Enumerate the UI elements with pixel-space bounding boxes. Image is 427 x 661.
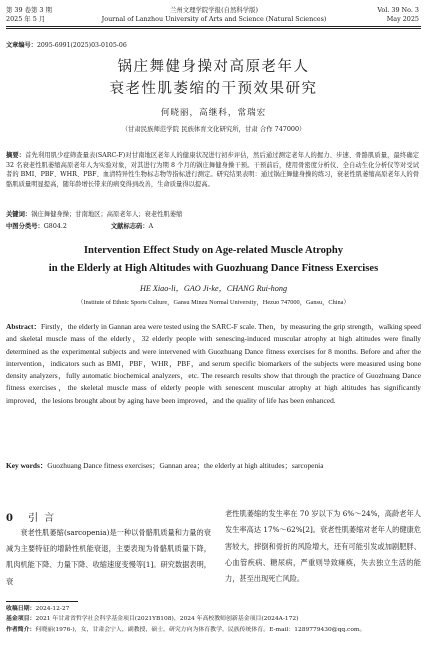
intro-paragraph-left: 衰老性肌萎缩(sarcopenia)是一种以骨骼肌质量和力量的衰减为主要特征的增龄性机能衰退，主要表现为骨骼肌质量下降，肌肉机能下降、力量下降、收缩速度变慢等[1]。研究数据表明，衰: [6, 528, 211, 586]
article-number-value: 2095-6991(2025)03-0105-06: [36, 42, 127, 49]
title-en-line1: Intervention Effect Study on Age-related Muscle Atrophy: [83, 245, 344, 256]
abstract-cn: [6, 151, 419, 189]
clc-label: 中图分类号：: [6, 223, 44, 230]
header-volume-en: Vol. 39 No. 3: [377, 6, 419, 14]
header-journal-en: Journal of Lanzhou University of Arts and Science (Natural Sciences): [101, 15, 327, 23]
header-date-en: May 2025: [386, 15, 419, 23]
header-volume-en-block: [377, 6, 419, 24]
footnote-author: [6, 625, 421, 635]
doc-code: [111, 223, 175, 230]
intro-right-column: [225, 499, 421, 594]
footnote-rule: [6, 601, 78, 602]
article-number: [6, 40, 127, 49]
header-journal: [95, 6, 333, 24]
clc-value: G804.2: [43, 223, 67, 230]
section-title: 引言: [28, 513, 61, 524]
header-journal-cn: 兰州文理学院学报(自然科学版): [169, 6, 259, 14]
footnotes: [6, 604, 421, 635]
header-date-cn: 2025 年 5 月: [6, 15, 46, 23]
affiliation-en: （Institute of Ethnic Sports Culture，Gansu Minzu Normal University，Hezuo 747000，Gansu，China）: [77, 299, 350, 306]
title-cn-line1: 锅庄舞健身操对高原老年人: [117, 59, 310, 75]
header-rule: [6, 26, 421, 27]
abstract-cn-label: 摘要：: [6, 152, 26, 159]
affiliation-cn: （甘肃民族师范学院 民族体育文化研究所，甘肃 合作 747000）: [121, 125, 306, 133]
abstract-cn-text: 首先利用肌少症筛查量表(SARC-F)对甘南地区老年人的健康状况进行初步评估，然后通过测定老年人的握力、步速、骨骼肌质量，最终确定 32 名衰老性肌萎缩高原老年人为实验对象，对其进行为期 8 个月的锅庄舞健身操干预。干预前后，使用骨密度分析仪、全自动生化分析仪等对受试者的 BMI、PBF、WHR、PBF、血清特异性生物标志物等指标进行测定。研究结果表明：通过锅庄舞健身操的练习，衰老性肌萎缩高原老年人的骨骼肌质量明显提高，随年龄增长带来的病变得到改善，生命质量得以提高。: [6, 152, 420, 188]
header-volume-issue: [6, 6, 52, 24]
article-number-label: 文章编号：: [6, 42, 37, 49]
classification-cn: [6, 221, 197, 230]
author-bio-label: 作者简介：: [6, 625, 36, 633]
clc-number: [6, 223, 89, 230]
header-rule-thin: [6, 28, 421, 29]
authors-en: HE Xiao-li，GAO Ji-ke，CHANG Rui-hong: [139, 284, 288, 293]
doc-code-label: 文献标志码：: [110, 223, 149, 230]
keywords-en-text: Guozhuang Dance fitness exercises；Gannan area；the elderly at high altitudes；sarcopenia: [47, 461, 324, 470]
fund-text: 2021 年甘肃省哲学社会科学基金项目(2021YB108)，2024 年高校教师创新基金项目(2024A-172): [35, 616, 299, 623]
author-bio-text: 何晓丽(1976-)，女，甘肃会宁人，副教授，硕士，研究方向为体育教学，民族传统体育。E-mail：1289779430@qq.com。: [35, 626, 366, 633]
title-cn-line2: 衰老性肌萎缩的干预效果研究: [109, 81, 318, 97]
abstract-en-label: Abstract：: [6, 322, 41, 331]
abstract-en: [6, 321, 421, 407]
abstract-en-text: Firstly，the elderly in Gannan area were tested using the SARC-F scale. Then，by measuring the grip strength，walking speed and skeletal muscle mass of the elderly，32 elderly people with senescing-induced muscular atrophy at high altitudes were finally determined as the experimental subjects and were intervened with Guozhuang Dance fitness exercises for 8 months. Before and after the intervention，indicators such as BMI，PBF，WHR，PBF，and serum specific biomarkers of the subjects were measured using bone density analyzers，fully automatic biochemical analyzers，etc. The research results show that through the practice of Guozhuang Dance fitness exercises，the skeletal muscle mass of elderly people with senescent muscular atrophy at high altitudes has significantly improved，the lesions brought about by aging have been improved，and the quality of life has been enhanced.: [6, 322, 421, 405]
received-date: 2024-12-27: [35, 606, 70, 612]
received-label: 收稿日期：: [6, 605, 36, 612]
keywords-cn-label: 关键词：: [6, 211, 32, 218]
intro-left-column: [6, 525, 211, 590]
keywords-en: [6, 460, 421, 472]
keywords-cn-text: 锅庄舞健身操；甘南地区；高原老年人；衰老性肌萎缩: [31, 211, 183, 218]
section-heading-intro: [6, 509, 60, 524]
doc-code-value: A: [148, 223, 154, 230]
keywords-cn: [6, 209, 419, 218]
authors-cn: 何晓丽，高继科，常瑞宏: [160, 108, 267, 118]
header-volume-cn: 第 39 卷第 3 期: [6, 6, 52, 14]
fund-label: 基金项目：: [6, 615, 36, 623]
footnote-received: [6, 604, 421, 614]
footnote-fund: [6, 614, 421, 624]
keywords-en-label: Key words：: [6, 461, 48, 470]
section-number: 0: [6, 513, 19, 524]
intro-paragraph-right: 老性肌萎缩的发生率在 70 岁以下为 6%～24%，高龄老年人发生率高达 17%～62%[2]。衰老性肌萎缩对老年人的健康危害较大，摔倒和骨折的风险增大，还有可能引发或加剧肥胖、心血管疾病、糖尿病，严重则导致瘫痪，失去独立生活的能力，甚至出现死亡风险。: [225, 509, 421, 583]
title-en-line2: in the Elderly at High Altitudes with Guozhuang Dance Fitness Exercises: [48, 263, 379, 274]
